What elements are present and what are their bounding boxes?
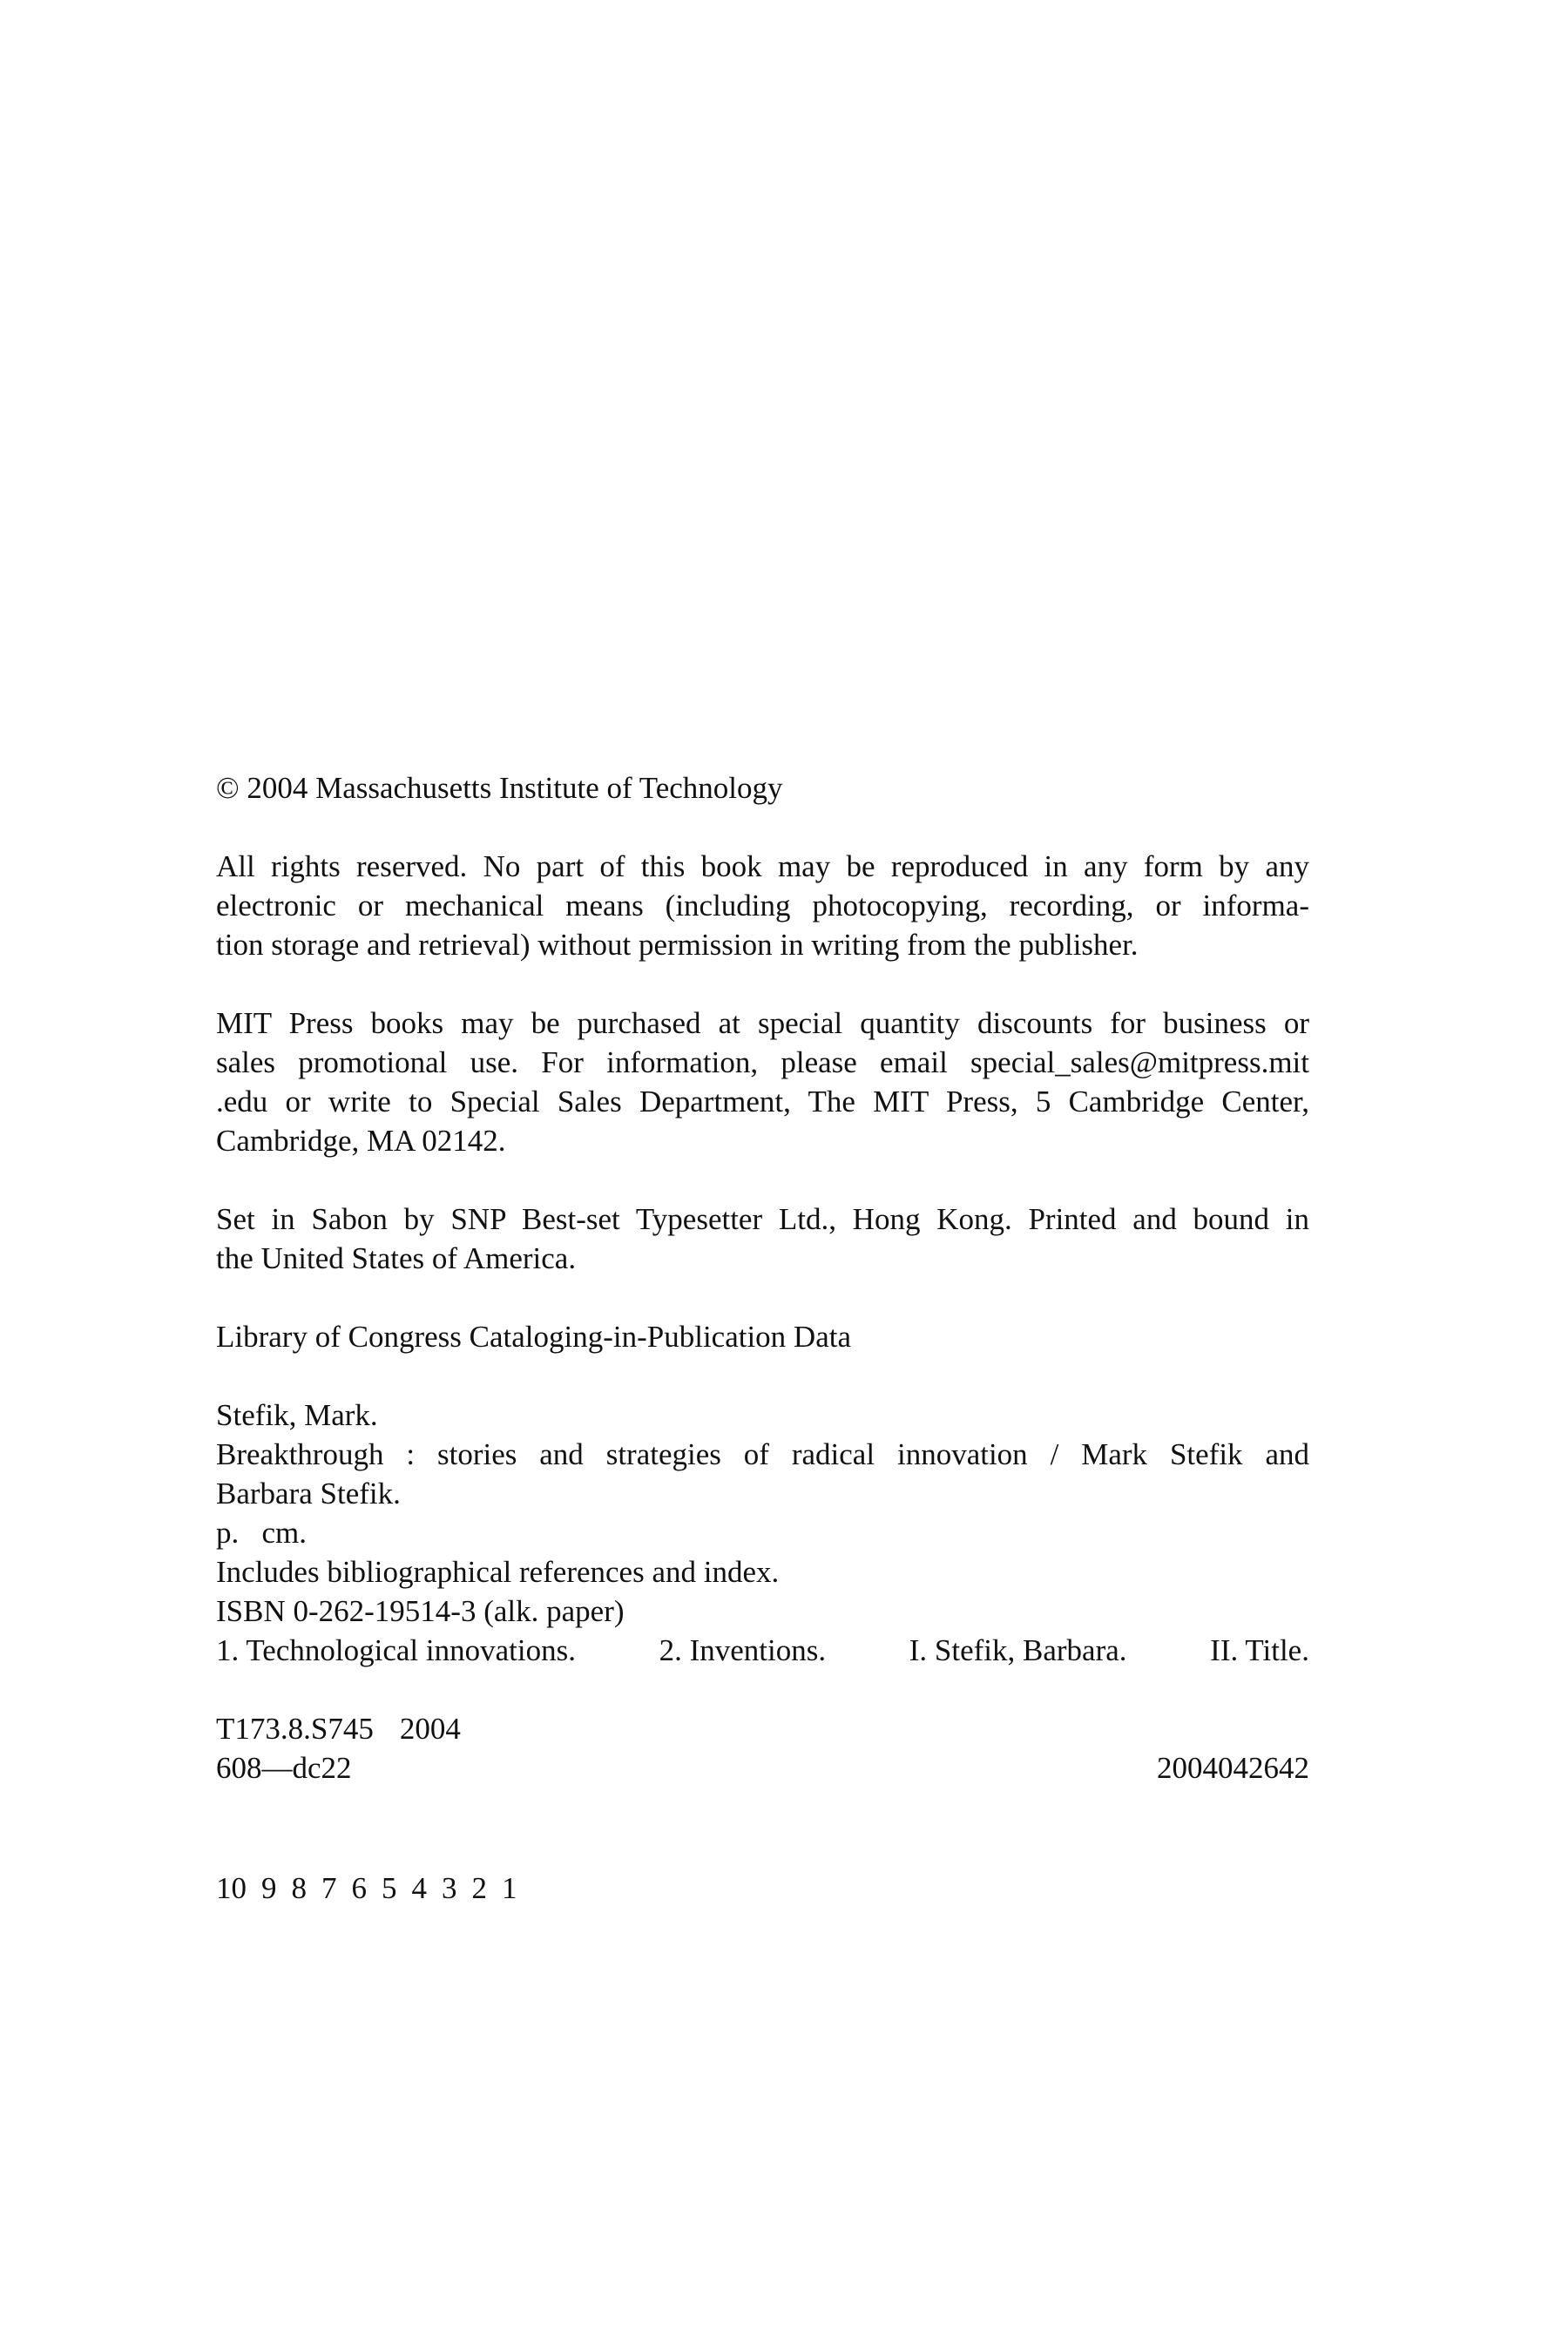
- rights-line-1: All rights reserved. No part of this book may be reproduced in any form by any: [216, 849, 1309, 883]
- cip-subject-3: I. Stefik, Barbara.: [909, 1633, 1127, 1667]
- cip-author: Stefik, Mark.: [216, 1398, 378, 1432]
- cip-subject-1: 1. Technological innovations.: [216, 1633, 576, 1667]
- cip-subjects: [216, 1631, 1309, 1670]
- printing-line: [216, 1869, 1309, 1908]
- typesetting-line-1: Set in Sabon by SNP Best-set Typesetter Ltd., Hong Kong. Printed and bound in: [216, 1202, 1309, 1236]
- printing-number: 3: [442, 1871, 457, 1905]
- cip-subject-4: II. Title.: [1210, 1633, 1309, 1667]
- sales-line-4: Cambridge, MA 02142.: [216, 1124, 506, 1158]
- sales-line-1: MIT Press books may be purchased at special quantity discounts for business or: [216, 1006, 1309, 1040]
- dewey-row: [216, 1748, 1309, 1788]
- cip-title-line-2: Barbara Stefik.: [216, 1477, 401, 1511]
- cip-classification: [216, 1709, 1309, 1788]
- sales-line-2: sales promotional use. For information, please email special_sales@mitpress.mit: [216, 1045, 1309, 1079]
- copyright-line: © 2004 Massachusetts Institute of Technology: [216, 771, 783, 805]
- printing-number: 5: [382, 1871, 397, 1905]
- sales-paragraph: [216, 1004, 1309, 1160]
- printing-number: 9: [261, 1871, 277, 1905]
- printing-number: 2: [471, 1871, 487, 1905]
- printing-number: 7: [321, 1871, 337, 1905]
- printing-number: 6: [351, 1871, 367, 1905]
- cip-heading-paragraph: [216, 1317, 1309, 1356]
- sales-line-3: .edu or write to Special Sales Department, The MIT Press, 5 Cambridge Center,: [216, 1085, 1309, 1119]
- dewey-number: 608—dc22: [216, 1751, 352, 1785]
- printing-number: 8: [291, 1871, 307, 1905]
- rights-paragraph: [216, 847, 1309, 964]
- lc-class: T173.8.S745: [216, 1712, 374, 1746]
- printing-number: 4: [411, 1871, 427, 1905]
- rights-line-3: tion storage and retrieval) without permission in writing from the publisher.: [216, 928, 1139, 962]
- cip-title-line-1: Breakthrough : stories and strategies of radical innovation / Mark Stefik and: [216, 1437, 1309, 1471]
- lc-year: 2004: [399, 1712, 461, 1746]
- typesetting-paragraph: [216, 1200, 1309, 1278]
- lccn: 2004042642: [1157, 1751, 1309, 1785]
- copyright-page: [216, 768, 1309, 1908]
- cip-heading: Library of Congress Cataloging-in-Publication Data: [216, 1320, 852, 1354]
- cip-physical-description: p. cm.: [216, 1516, 308, 1550]
- lc-call-number: [216, 1709, 1309, 1748]
- cip-isbn: ISBN 0-262-19514-3 (alk. paper): [216, 1594, 625, 1628]
- rights-line-2: electronic or mechanical means (including photocopying, recording, or informa-: [216, 889, 1309, 923]
- typesetting-line-2: the United States of America.: [216, 1241, 577, 1275]
- printing-number: 10: [216, 1871, 247, 1905]
- copyright-notice: [216, 768, 1309, 808]
- cip-subject-2: 2. Inventions.: [659, 1633, 827, 1667]
- printing-number: 1: [502, 1871, 517, 1905]
- cip-bibliography-note: Includes bibliographical references and index.: [216, 1555, 780, 1589]
- cip-record: [216, 1396, 1309, 1670]
